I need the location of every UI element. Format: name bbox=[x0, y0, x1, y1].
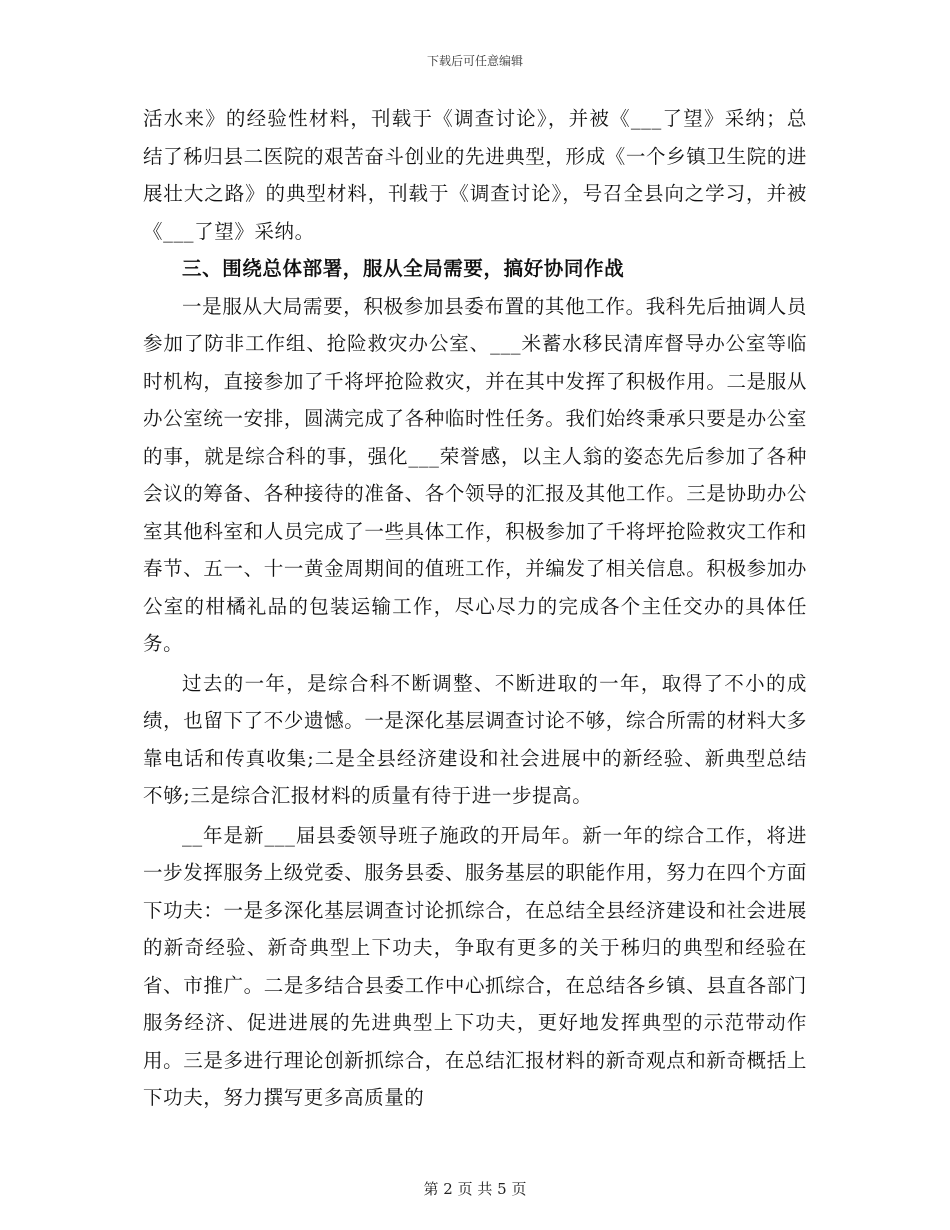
page-footer: 第 2 页 共 5 页 bbox=[423, 1180, 527, 1198]
paragraph-review: 过去的一年，是综合科不断调整、不断进取的一年，取得了不小的成绩，也留下了不少遗憾。一是深化基层调查讨论不够，综合所需的材料大多靠电话和传真收集;二是全县经济建设和社会进展中的新经验、新典型总结不够;三是综合汇报材料的质量有待于进一步提高。 bbox=[143, 671, 807, 807]
paragraph-coordination: 一是服从大局需要，积极参加县委布置的其他工作。我科先后抽调人员参加了防非工作组、抢险救灾办公室、___米蓄水移民清库督导办公室等临时机构，直接参加了千将坪抢险救灾，并在其中发挥了积极作用。二是服从办公室统一安排，圆满完成了各种临时性任务。我们始终秉承只要是办公室的事，就是综合科的事，强化___荣誉感，以主人翁的姿态先后参加了各种会议的筹备、各种接待的准备、各个领导的汇报及其他工作。三是协助办公室其他科室和人员完成了一些具体工作，积极参加了千将坪抢险救灾工作和春节、五一、十一黄金周期间的值班工作，并编发了相关信息。积极参加办公室的柑橘礼品的包装运输工作，尽心尽力的完成各个主任交办的具体任务。 bbox=[143, 294, 807, 655]
document-body bbox=[143, 100, 807, 1117]
page-header: 下载后可任意编辑 bbox=[426, 54, 523, 68]
paragraph-plan: __年是新___届县委领导班子施政的开局年。新一年的综合工作，将进一步发挥服务上级党委、服务县委、服务基层的职能作用，努力在四个方面下功夫：一是多深化基层调查讨论抓综合，在总结全县经济建设和社会进展的新奇经验、新奇典型上下功夫，争取有更多的关于秭归的典型和经验在省、市推广。二是多结合县委工作中心抓综合，在总结各乡镇、县直各部门服务经济、促进进展的先进典型上下功夫，更好地发挥典型的示范带动作用。三是多进行理论创新抓综合，在总结汇报材料的新奇观点和新奇概括上下功夫，努力撰写更多高质量的 bbox=[143, 823, 807, 1109]
paragraph-continued: 活水来》的经验性材料，刊载于《调查讨论》，并被《___了望》采纳；总结了秭归县二医院的艰苦奋斗创业的先进典型，形成《一个乡镇卫生院的进展壮大之路》的典型材料，刊载于《调查讨论》，号召全县向之学习，并被《___了望》采纳。 bbox=[143, 107, 807, 243]
section-heading: 三、围绕总体部署，服从全局需要，搞好协同作战 bbox=[182, 257, 625, 280]
